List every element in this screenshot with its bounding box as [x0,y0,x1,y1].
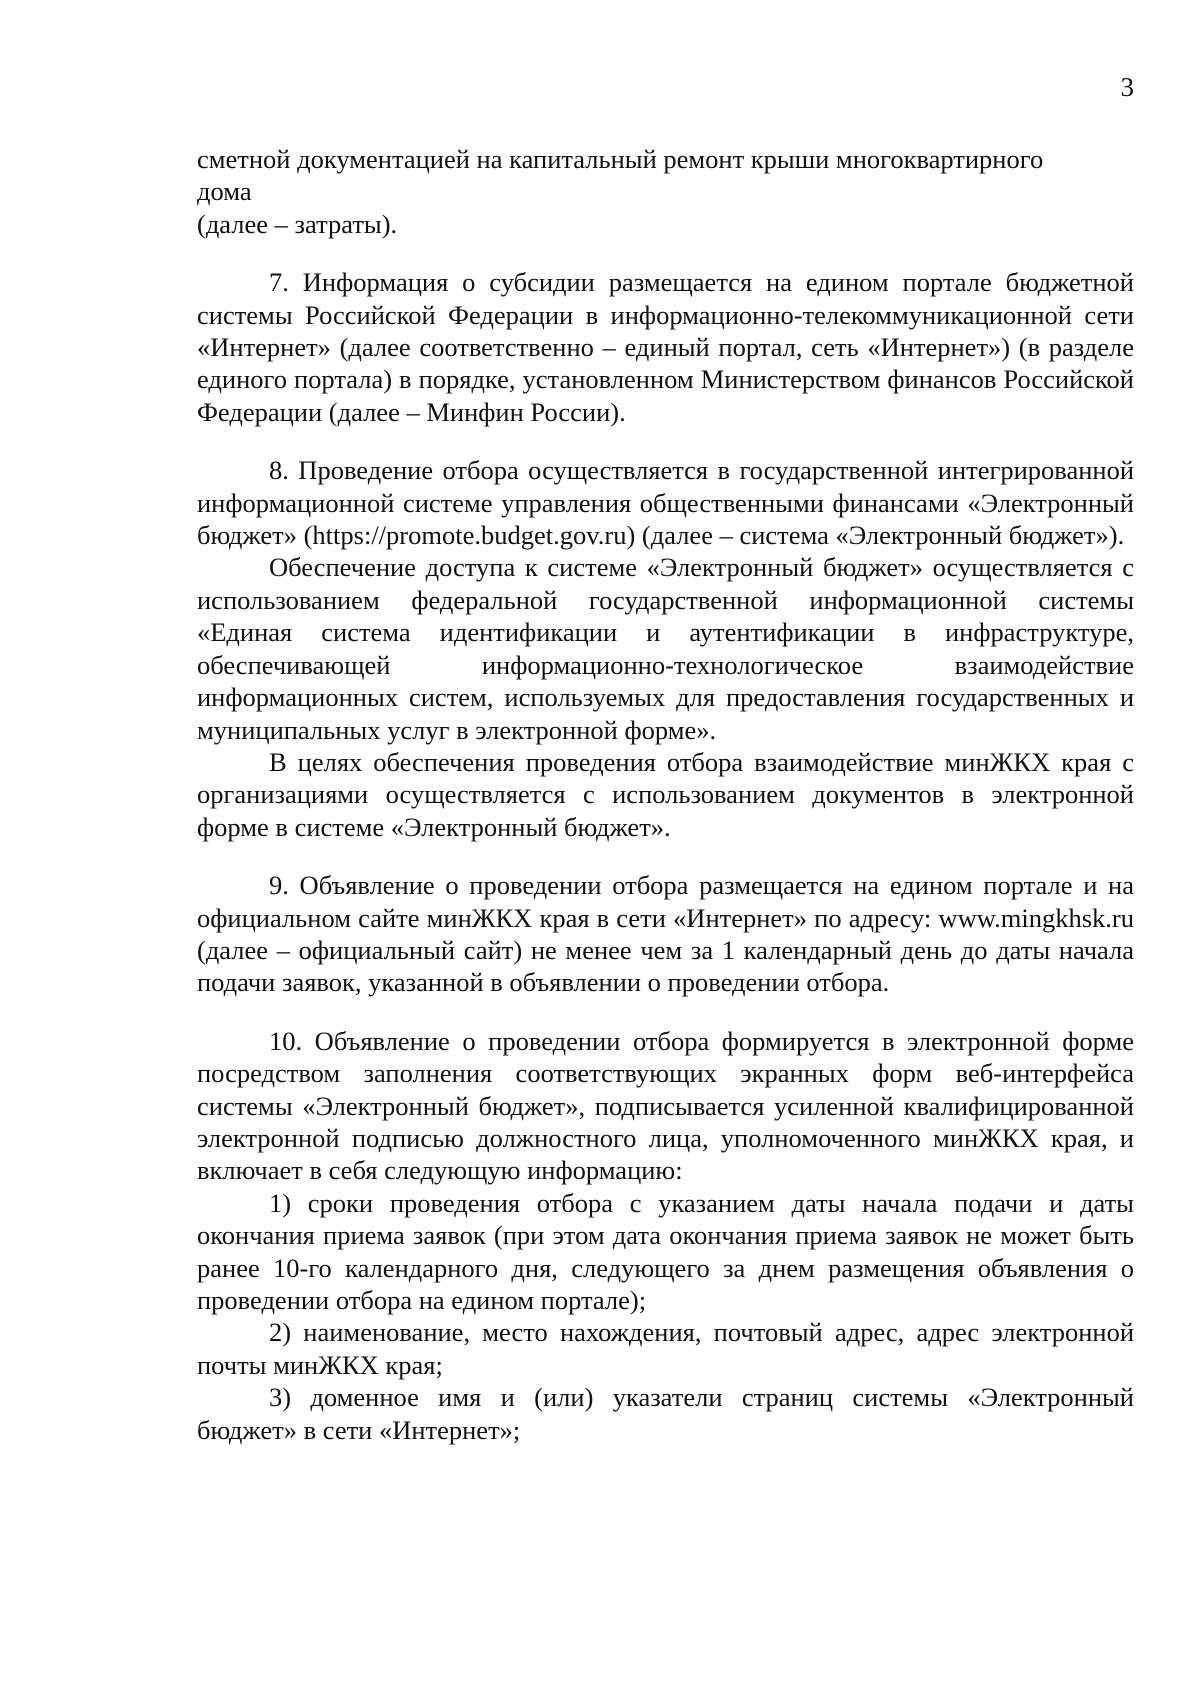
paragraph-8-interaction: В целях обеспечения проведения отбора взаимодействие минЖКХ края с организациями осуществляется с использованием документов в электронной форме в системе «Электронный бюджет». [197,746,1134,842]
document-body [197,143,1134,1446]
intro-line-1: сметной документацией на капитальный ремонт крыши многоквартирного [197,144,1044,174]
list-item-1: 1) сроки проведения отбора с указанием даты начала подачи и даты окончания приема заявок (при этом дата окончания приема заявок не может быть ранее 10-го календарного дня, следующего за днем размещения объявления о проведении отбора на едином портале); [197,1187,1134,1315]
paragraph-8-access: Обеспечение доступа к системе «Электронный бюджет» осуществляется с использованием федеральной государственной информационной системы «Единая система идентификации и аутентификации в инфраструктуре, обеспечивающей информационно-технологическое взаимодействие информационных систем, используемых для предоставления государственных и муниципальных услуг в электронной форме». [197,552,1134,745]
list-item-3: 3) доменное имя и (или) указатели страниц системы «Электронный бюджет» в сети «Интернет»; [197,1382,1134,1445]
intro-line-3: (далее – затраты). [197,208,398,239]
page-number: 3 [1120,72,1134,102]
paragraph-10: 10. Объявление о проведении отбора формируется в электронной форме посредством заполнения соответствующих экранных форм веб-интерфейса системы «Электронный бюджет», подписывается усиленной квалифицированной электронной подписью должностного лица, уполномоченного минЖКХ края, и включает в себя следующую информацию: [197,1025,1134,1186]
intro-paragraph [197,143,1134,240]
paragraph-8: 8. Проведение отбора осуществляется в государственной интегрированной информационной системе управления общественными финансами «Электронный бюджет» (https://promote.budget.gov.ru) (далее – система «Электронный бюджет»). [197,455,1134,551]
paragraph-9: 9. Объявление о проведении отбора размещается на едином портале и на официальном сайте минЖКХ края в сети «Интернет» по адресу: www.mingkhsk.ru (далее – официальный сайт) не менее чем за 1 календарный день до даты начала подачи заявок, указанной в объявлении о проведении отбора. [197,870,1134,998]
intro-line-2: дома [197,176,252,207]
list-item-2: 2) наименование, место нахождения, почтовый адрес, адрес электронной почты минЖКХ края; [197,1317,1134,1380]
paragraph-7: 7. Информация о субсидии размещается на едином портале бюджетной системы Российской Федерации в информационно-телекоммуникационной сети «Интернет» (далее соответственно – единый портал, сеть «Интернет») (в разделе единого портала) в порядке, установленном Министерством финансов Российской Федерации (далее – Минфин России). [197,267,1134,427]
